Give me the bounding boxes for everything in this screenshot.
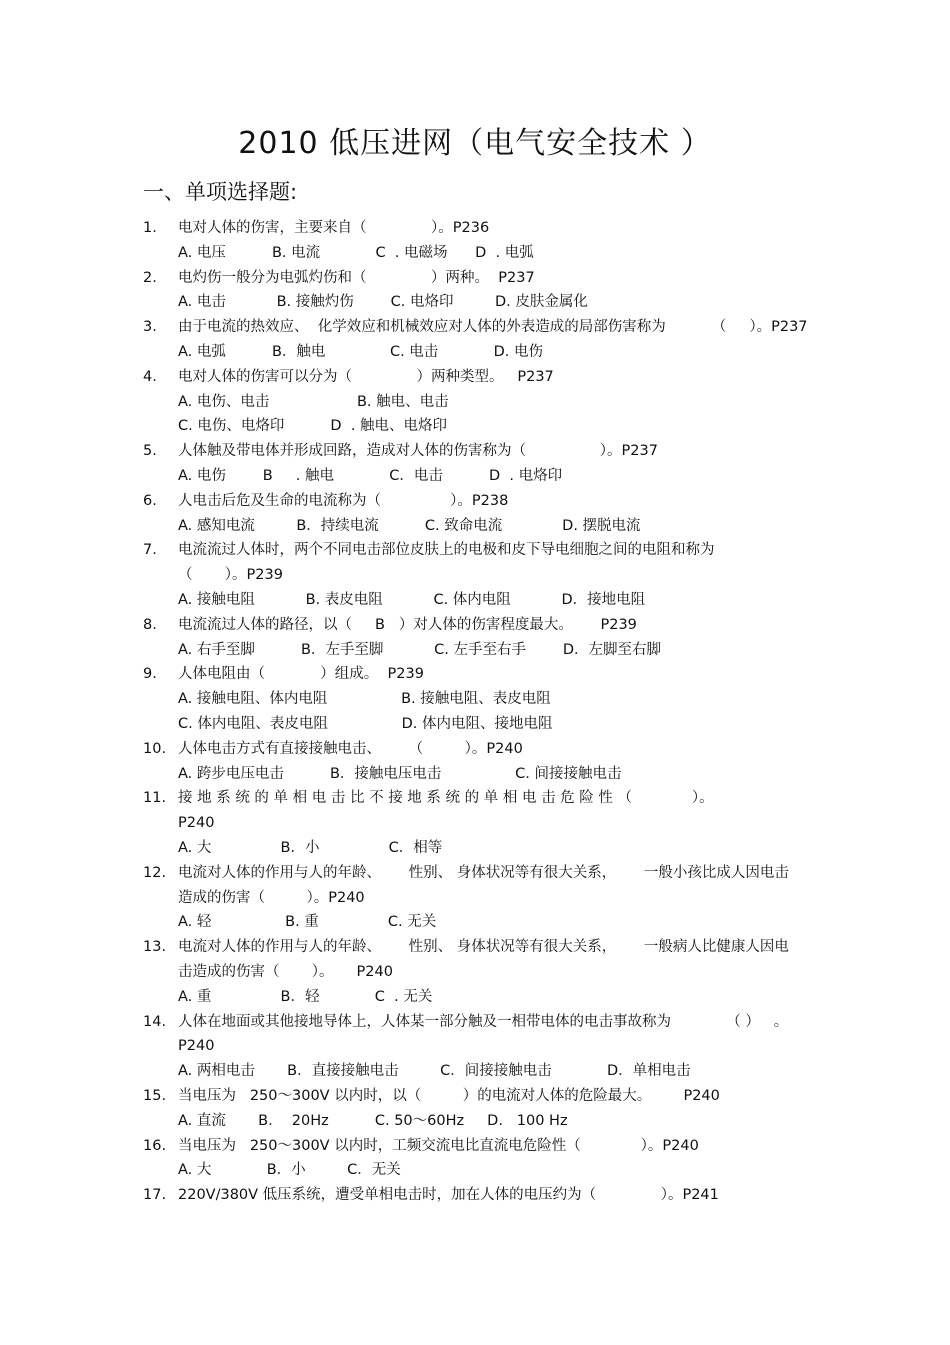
question-stem: 击造成的伤害（ ）。 P240 (178, 964, 393, 980)
question-options: A. 电伤、电击 B. 触电、电击 (178, 393, 449, 410)
question-number: 1. (143, 220, 157, 236)
question-stem: 人体电阻由（ ）组成。 P239 (178, 666, 424, 683)
question-stem: 电流流过人体时，两个不同电击部位皮肤上的电极和皮下导电细胞之间的电阻和称为 (178, 542, 715, 559)
question-stem: 电对人体的伤害，主要来自（ ）。P236 (178, 220, 490, 236)
question-number: 8. (143, 616, 157, 633)
question-options: A. 大 B．小 C．相等 (178, 840, 443, 856)
question-options: A. 感知电流 B．持续电流 C. 致命电流 D. 摆脱电流 (178, 517, 641, 534)
question-options: A. 接触电阻、体内电阻 B. 接触电阻、表皮电阻 (178, 691, 551, 708)
question-number: 7. (143, 542, 157, 559)
question-number: 10. (143, 740, 167, 757)
question-number: 6. (143, 492, 157, 509)
question-stem: 接 地 系 统 的 单 相 电 击 比 不 接 地 系 统 的 单 相 电 击 危 险 性 （ ）。 (178, 790, 714, 807)
question-number: 16. (143, 1137, 167, 1154)
question-stem: 220V/380V 低压系统，遭受单相电击时，加在人体的电压约为（ ）。P241 (178, 1187, 719, 1204)
question-options: C. 电伤、电烙印 D . 触电、电烙印 (178, 418, 448, 435)
question-number: 11. (143, 790, 167, 807)
question-number: 2. (143, 269, 157, 286)
question-number: 14. (143, 1013, 167, 1030)
question-options: A. 两相电击 B．直接接触电击 C．间接接触电击 D．单相电击 (178, 1063, 691, 1080)
question-options: A. 电弧 B．触电 C. 电击 D. 电伤 (178, 344, 543, 360)
question-stem: 电流流过人体的路径，以（ B ）对人体的伤害程度最大。 P239 (178, 616, 637, 633)
question-options: A. 直流 B． 20Hz C. 50～60Hz D. 100 Hz (178, 1112, 568, 1129)
question-number: 3. (143, 319, 157, 336)
question-number: 12. (143, 864, 167, 881)
question-stem: 由于电流的热效应、 化学效应和机械效应对人体的外表造成的局部伤害称为 （ ）。P237 (178, 319, 808, 336)
question-stem: P240 (178, 1038, 215, 1055)
question-options: A. 电伤 B . 触电 C．电击 D . 电烙印 (178, 468, 563, 484)
question-number: 4. (143, 368, 157, 385)
question-options: A. 电压 B. 电流 C . 电磁场 D . 电弧 (178, 244, 534, 261)
question-options: A. 右手至脚 B．左手至脚 C. 左手至右手 D．左脚至右脚 (178, 641, 662, 658)
question-options: A. 轻 B. 重 C. 无关 (178, 914, 437, 931)
question-stem: 电对人体的伤害可以分为（ ）两种类型。 P237 (178, 368, 554, 385)
question-stem: 人体电击方式有直接接触电击、 （ ）。P240 (178, 740, 523, 757)
question-stem: （ ）。P239 (178, 567, 283, 584)
question-options: C. 体内电阻、表皮电阻 D. 体内电阻、接地电阻 (178, 716, 553, 732)
question-options: A. 重 B．轻 C . 无关 (178, 988, 433, 1005)
page-title: 2010 低压进网（电气安全技术 ） (238, 126, 712, 161)
question-number: 13. (143, 939, 167, 956)
question-number: 15. (143, 1088, 167, 1104)
question-stem: 电灼伤一般分为电弧灼伤和（ ）两种。 P237 (178, 269, 535, 286)
question-stem: 人体在地面或其他接地导体上，人体某一部分触及一相带电体的电击事故称为 （ ） 。 (178, 1013, 789, 1030)
question-number: 9. (143, 666, 157, 683)
question-stem: 电流对人体的作用与人的年龄、 性别、 身体状况等有很大关系， 一般小孩比成人因电击 (178, 864, 789, 881)
question-stem: 当电压为 250～300V 以内时，以（ ）的电流对人体的危险最大。 P240 (178, 1088, 720, 1104)
question-stem: 电流对人体的作用与人的年龄、 性别、 身体状况等有很大关系， 一般病人比健康人因电 (178, 939, 789, 956)
question-options: A. 跨步电压电击 B．接触电压电击 C. 间接接触电击 (178, 765, 622, 782)
question-number: 5. (143, 443, 157, 460)
question-options: A. 电击 B. 接触灼伤 C. 电烙印 D. 皮肤金属化 (178, 294, 588, 311)
section-title: 一、单项选择题: (143, 180, 298, 204)
question-stem: 人体触及带电体并形成回路，造成对人体的伤害称为（ ）。P237 (178, 443, 658, 460)
question-options: A. 接触电阻 B. 表皮电阻 C. 体内电阻 D．接地电阻 (178, 592, 646, 608)
question-number: 17. (143, 1187, 167, 1204)
question-options: A. 大 B．小 C．无关 (178, 1162, 401, 1179)
question-stem: 当电压为 250～300V 以内时，工频交流电比直流电危险性（ ）。P240 (178, 1137, 699, 1154)
question-stem: 造成的伤害（ ）。P240 (178, 889, 365, 906)
question-stem: P240 (178, 815, 215, 832)
question-stem: 人电击后危及生命的电流称为（ ）。P238 (178, 492, 509, 509)
